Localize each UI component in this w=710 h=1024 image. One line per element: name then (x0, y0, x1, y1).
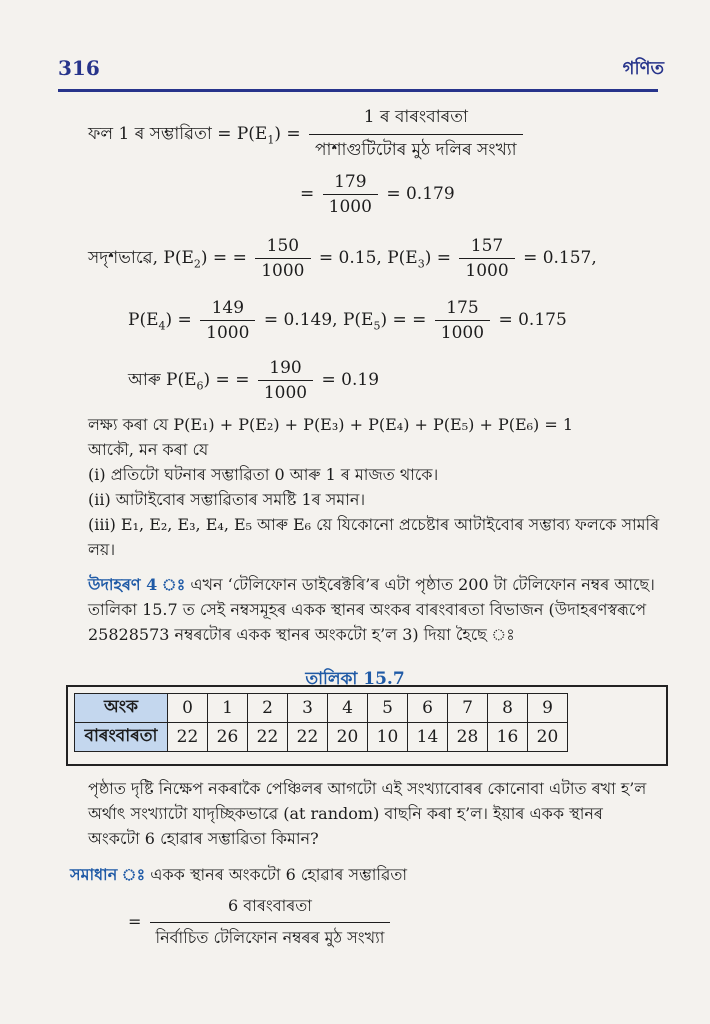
row-header-digit: অংক (75, 694, 168, 723)
eq1-sub: 1 (267, 133, 275, 147)
digit-cell: 9 (528, 694, 568, 723)
equation-e4-e5 (128, 298, 567, 343)
eq4-mid2: ) = = (380, 310, 427, 330)
eq2-fraction (323, 172, 378, 217)
eq4-result1: = 0.149, P(E (263, 310, 374, 330)
eq3-numerator2: 157 (470, 236, 504, 256)
eq2-denominator: 1000 (323, 194, 378, 217)
point-ii: (ii) আটাইবোৰ সম্ভাৱিতাৰ সমষ্টি 1ৰ সমান। (88, 490, 366, 509)
eq3-prefix: সদৃশভাৱে, P(E (88, 248, 194, 268)
point-iii: (iii) E₁, E₂, E₃, E₄, E₅ আৰু E₆ য়ে যিকোনো প্ৰচেষ্টাৰ আটাইবোৰ সম্ভাব্য ফলকে সামৰি (88, 515, 660, 534)
frequency-cell: 14 (408, 723, 448, 752)
equation-probability-e1 (88, 104, 526, 165)
eq3-mid1: ) = = (200, 248, 247, 268)
frequency-cell: 20 (328, 723, 368, 752)
solution-equals: = (128, 912, 142, 931)
row-header-frequency: বাৰংবাৰতা (75, 723, 168, 752)
point-iii-continued: লয়। (88, 540, 116, 559)
eq4-denominator2: 1000 (435, 320, 490, 343)
eq3-result1: = 0.15, P(E (318, 248, 418, 268)
eq1-lhs: ফল 1 ৰ সম্ভাৱিতা = P(E (88, 124, 268, 144)
eq3-sub2: 3 (417, 257, 425, 271)
eq3-sub1: 2 (193, 257, 201, 271)
eq4-numerator1: 149 (211, 298, 245, 318)
digit-cell: 2 (248, 694, 288, 723)
chapter-title: গণিত (622, 58, 664, 79)
eq3-mid2: ) = (424, 248, 451, 268)
eq4-sub2: 5 (373, 319, 381, 333)
frequency-cell: 26 (208, 723, 248, 752)
eq3-fraction1 (255, 236, 310, 281)
example-text: এখন ‘টেলিফোন ডাইৰেক্টৰি’ৰ এটা পৃষ্ঠাত 200 টা টেলিফোন নম্বৰ আছে। তালিকা 15.7 ত সেই নম্বসমূহৰ একক স্থানৰ অংকৰ বাৰংবাৰতা বিভাজন (উদাহৰণস্বৰূপে 25828573 নম্বৰটোৰ একক স্থানৰ অংকটো হ’ল 3) দিয়া হৈছে ঃ (88, 575, 655, 644)
table-title: তালিকা 15.7 (305, 669, 405, 689)
eq1-fraction (309, 104, 523, 165)
eq5-denominator: 1000 (258, 380, 313, 403)
eq5-fraction (258, 358, 313, 403)
solution-numerator: 6 বাৰংবাৰতা (228, 896, 312, 915)
solution-label: সমাধান ঃ (70, 865, 146, 884)
table-row-frequency (75, 723, 568, 752)
frequency-cell: 16 (488, 723, 528, 752)
frequency-cell: 22 (248, 723, 288, 752)
frequency-cell: 20 (528, 723, 568, 752)
digit-cell: 4 (328, 694, 368, 723)
solution-denominator: নিৰ্বাচিত টেলিফোন নম্বৰৰ মুঠ সংখ্যা (150, 922, 391, 952)
digit-cell: 6 (408, 694, 448, 723)
digit-cell: 1 (208, 694, 248, 723)
solution-line (70, 862, 407, 889)
frequency-table (74, 693, 568, 752)
example-label: উদাহৰণ 4 ঃ (88, 575, 186, 594)
eq4-sub1: 4 (158, 319, 166, 333)
digit-cell: 7 (448, 694, 488, 723)
example-4-paragraph (88, 572, 658, 647)
digit-cell: 8 (488, 694, 528, 723)
eq2-numerator: 179 (334, 172, 367, 192)
frequency-cell: 10 (368, 723, 408, 752)
solution-text: একক স্থানৰ অংকটো 6 হোৱাৰ সম্ভাৱিতা (150, 865, 407, 884)
eq4-result2: = 0.175 (498, 310, 567, 330)
equation-e1-value (300, 172, 455, 217)
eq3-fraction2 (459, 236, 514, 281)
eq5-mid1: ) = = (203, 370, 250, 390)
eq1-lhs-end: ) = (274, 124, 301, 144)
note-sum-line: লক্ষ্য কৰা যে P(E₁) + P(E₂) + P(E₃) + P(E₄) + P(E₅) + P(E₆) = 1 (88, 415, 574, 434)
question-paragraph: পৃষ্ঠাত দৃষ্টি নিক্ষেপ নকৰাকৈ পেঞ্চিলৰ আগটো এই সংখ্যাবোৰৰ কোনোবা এটাত ৰখা হ’ল অৰ্থাৎ সংখ্যাটো যাদৃচ্ছিকভাৱে (at random) বাছনি কৰা হ’ল। ইয়াৰ একক স্থানৰ অংকটো 6 হোৱাৰ সম্ভাৱিতা কিমান? (88, 779, 647, 848)
eq4-fraction2 (435, 298, 490, 343)
eq5-numerator: 190 (269, 358, 302, 378)
eq4-numerator2: 175 (446, 298, 479, 318)
equation-e6 (128, 358, 379, 403)
eq2-equals: = (300, 184, 315, 204)
digit-cell: 5 (368, 694, 408, 723)
eq3-numerator1: 150 (266, 236, 300, 256)
eq5-sub1: 6 (196, 379, 204, 393)
eq5-result: = 0.19 (321, 370, 380, 390)
eq4-mid1: ) = (165, 310, 192, 330)
eq1-numerator: 1 ৰ বাৰংবাৰতা (363, 107, 468, 127)
frequency-cell: 28 (448, 723, 488, 752)
note-observe-line: আকৌ, মন কৰা যে (88, 440, 209, 459)
eq3-denominator2: 1000 (459, 258, 514, 281)
frequency-cell: 22 (168, 723, 208, 752)
digit-cell: 3 (288, 694, 328, 723)
eq3-denominator1: 1000 (255, 258, 310, 281)
eq2-result: = 0.179 (386, 184, 455, 204)
equation-e2-e3 (88, 236, 597, 281)
frequency-cell: 22 (288, 723, 328, 752)
point-i: (i) প্ৰতিটো ঘটনাৰ সম্ভাৱিতা 0 আৰু 1 ৰ মাজত থাকে। (88, 465, 439, 484)
eq1-denominator: পাশাগুটিটোৰ মুঠ দলিৰ সংখ্যা (309, 134, 523, 165)
eq4-prefix: P(E (128, 310, 159, 330)
solution-fraction (150, 893, 391, 952)
header-rule (58, 89, 658, 92)
solution-equation (128, 893, 393, 952)
table-row-digits (75, 694, 568, 723)
eq3-result2: = 0.157, (523, 248, 597, 268)
eq4-fraction1 (200, 298, 255, 343)
note-block (88, 412, 663, 562)
eq5-prefix: আৰু P(E (128, 370, 197, 390)
eq4-denominator1: 1000 (200, 320, 255, 343)
digit-cell: 0 (168, 694, 208, 723)
page-number: 316 (58, 56, 100, 80)
